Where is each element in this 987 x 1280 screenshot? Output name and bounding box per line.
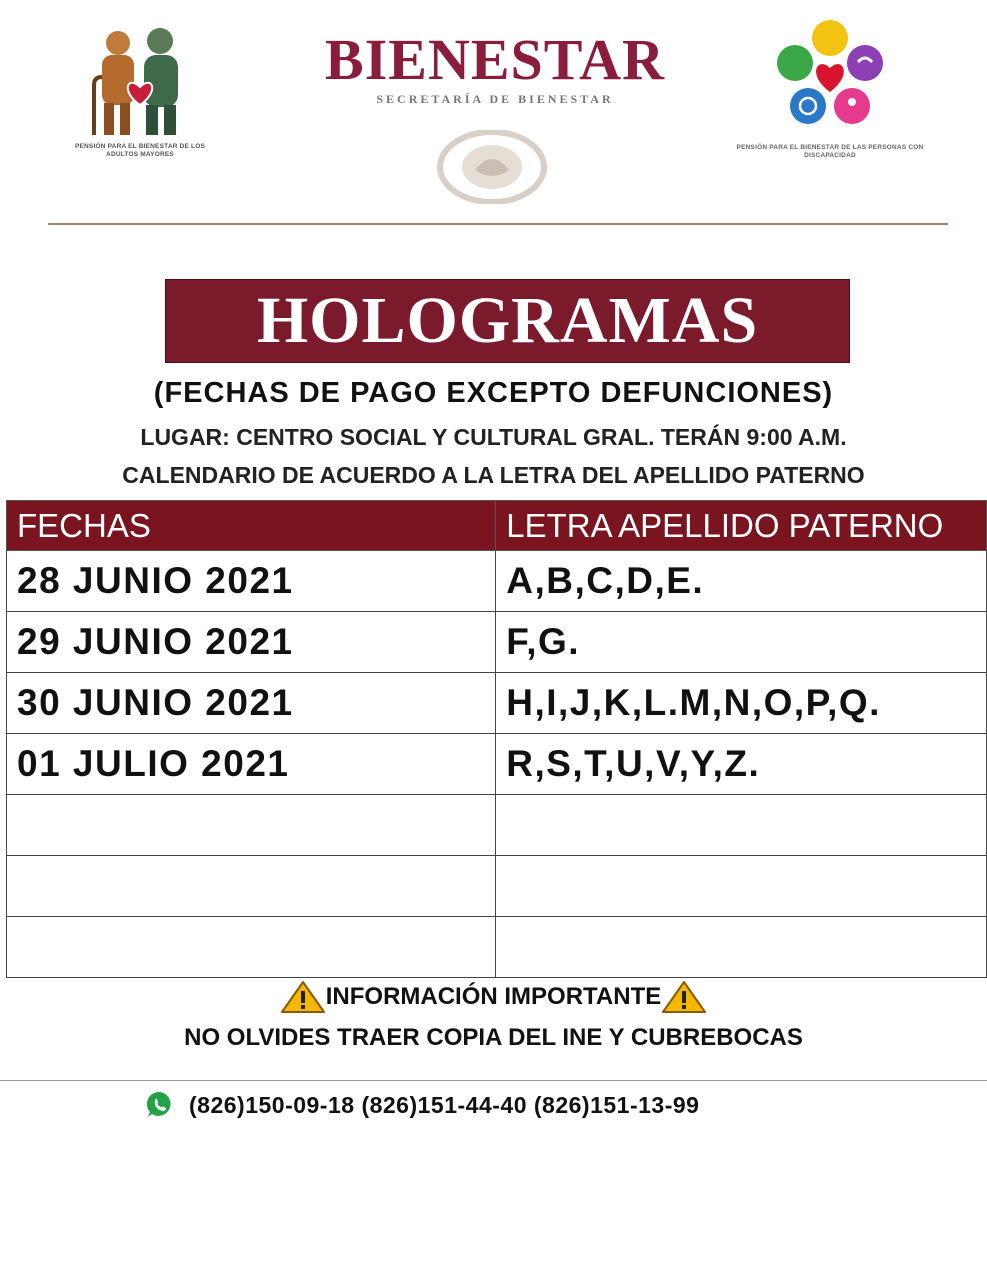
date-cell bbox=[7, 917, 496, 978]
right-logo-caption: PENSIÓN PARA EL BIENESTAR DE LAS PERSONAS CON DISCAPACIDAD bbox=[736, 144, 924, 159]
header bbox=[0, 0, 987, 230]
table-row bbox=[7, 856, 987, 917]
date-cell bbox=[7, 856, 496, 917]
table-header-row bbox=[7, 501, 987, 551]
page-title: HOLOGRAMAS bbox=[256, 284, 759, 357]
schedule-table bbox=[6, 500, 987, 978]
phone-numbers: (826)150-09-18 (826)151-44-40 (826)151-13-99 bbox=[189, 1091, 700, 1118]
left-logo-caption: PENSIÓN PARA EL BIENESTAR DE LOS ADULTOS MAYORES bbox=[74, 143, 206, 158]
discapacidad-logo bbox=[720, 18, 940, 178]
notice-heading: INFORMACIÓN IMPORTANTE bbox=[325, 983, 662, 1010]
footer-divider bbox=[0, 1080, 987, 1081]
column-header-dates: FECHAS bbox=[7, 501, 496, 551]
whatsapp-icon bbox=[145, 1090, 175, 1120]
payment-dates-note: (FECHAS DE PAGO EXCEPTO DEFUNCIONES) bbox=[153, 377, 834, 409]
letters-cell bbox=[496, 795, 987, 856]
date-cell: 28 JUNIO 2021 bbox=[7, 551, 496, 612]
brand-title: BIENESTAR bbox=[325, 27, 665, 92]
letters-cell: F,G. bbox=[496, 612, 987, 673]
header-divider bbox=[48, 223, 948, 225]
contact-line bbox=[145, 1090, 845, 1120]
letters-cell: H,I,J,K,L.M,N,O,P,Q. bbox=[496, 673, 987, 734]
brand bbox=[270, 27, 720, 107]
table-row bbox=[7, 734, 987, 795]
letters-cell bbox=[496, 917, 987, 978]
warning-icon bbox=[280, 980, 326, 1014]
elderly-couple-icon bbox=[80, 25, 200, 140]
table-row bbox=[7, 795, 987, 856]
calendar-note: CALENDARIO DE ACUERDO A LA LETRA DEL APELLIDO PATERNO bbox=[122, 462, 865, 488]
table-row bbox=[7, 917, 987, 978]
table-row bbox=[7, 673, 987, 734]
letters-cell: A,B,C,D,E. bbox=[496, 551, 987, 612]
date-cell: 30 JUNIO 2021 bbox=[7, 673, 496, 734]
warning-icon bbox=[661, 980, 707, 1014]
table-row bbox=[7, 551, 987, 612]
brand-subtitle: SECRETARÍA DE BIENESTAR bbox=[376, 92, 614, 106]
date-cell: 01 JULIO 2021 bbox=[7, 734, 496, 795]
table-row bbox=[7, 612, 987, 673]
letters-cell: R,S,T,U,V,Y,Z. bbox=[496, 734, 987, 795]
important-notice bbox=[0, 980, 987, 1014]
notice-text: NO OLVIDES TRAER COPIA DEL INE Y CUBREBOCAS bbox=[184, 1024, 803, 1051]
location-line: LUGAR: CENTRO SOCIAL Y CULTURAL GRAL. TERÁN 9:00 A.M. bbox=[140, 424, 847, 450]
disability-flower-icon bbox=[760, 18, 900, 138]
national-seal-icon bbox=[437, 130, 547, 209]
letters-cell bbox=[496, 856, 987, 917]
date-cell bbox=[7, 795, 496, 856]
adultos-mayores-logo bbox=[60, 25, 220, 165]
title-banner bbox=[165, 279, 850, 363]
column-header-letters: LETRA APELLIDO PATERNO bbox=[496, 501, 987, 551]
date-cell: 29 JUNIO 2021 bbox=[7, 612, 496, 673]
